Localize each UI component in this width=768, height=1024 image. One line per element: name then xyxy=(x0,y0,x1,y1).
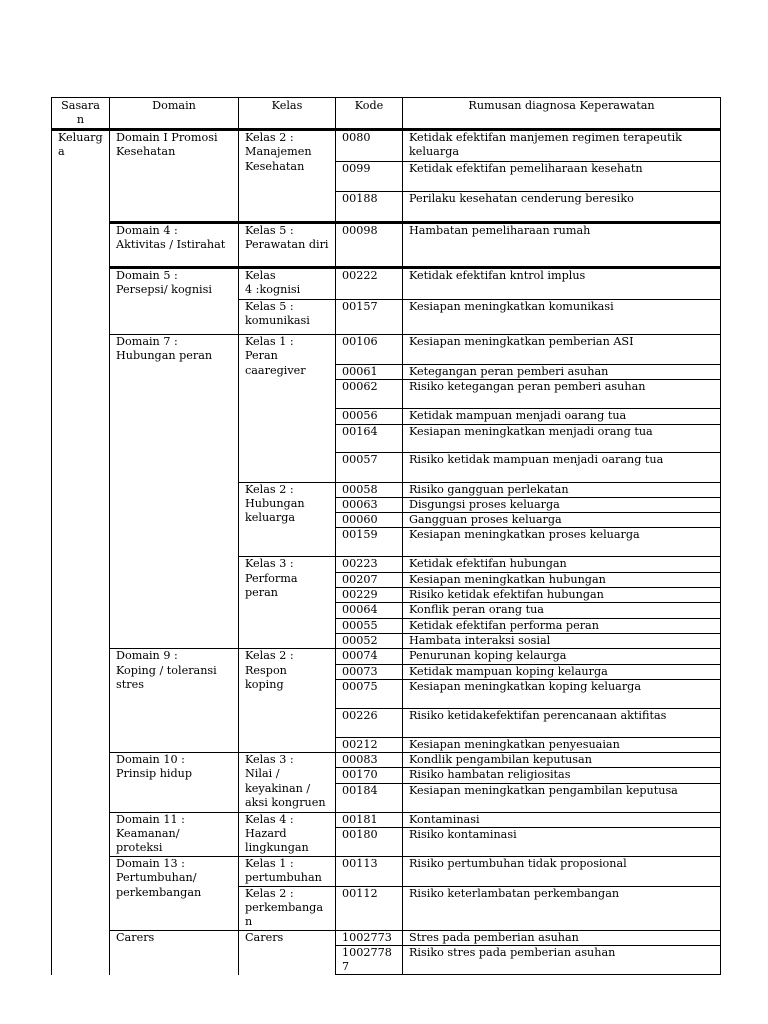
kode-cell: 00074 xyxy=(336,649,403,664)
kode-cell: 00062 xyxy=(336,380,403,409)
diagnosa-cell: Ketidak mampuan koping kelaurga xyxy=(403,664,721,679)
kode-cell: 00063 xyxy=(336,497,403,512)
kelas-cell: Kelas 4 : Hazard lingkungan xyxy=(239,812,336,856)
table-row xyxy=(52,268,721,300)
kode-cell: 00064 xyxy=(336,603,403,618)
kelas-cell: Kelas 5 : komunikasi xyxy=(239,300,336,335)
kode-cell: 1002773 xyxy=(336,930,403,945)
diagnosa-cell: Hambatan pemeliharaan rumah xyxy=(403,223,721,268)
kelas-cell: Kelas 2 : Manajemen Kesehatan xyxy=(239,130,336,223)
kode-cell: 10027787 xyxy=(336,945,403,975)
kode-cell: 00170 xyxy=(336,768,403,783)
table-row xyxy=(52,335,721,365)
diagnosa-cell: Risiko ketidakefektifan perencanaan aktifitas xyxy=(403,708,721,737)
kode-cell: 00229 xyxy=(336,588,403,603)
kode-cell: 0099 xyxy=(336,162,403,192)
diagnosa-cell: Kesiapan meningkatkan proses keluarga xyxy=(403,528,721,557)
diagnosa-cell: Ketidak efektifan kntrol implus xyxy=(403,268,721,300)
kode-cell: 00226 xyxy=(336,708,403,737)
table-row xyxy=(52,649,721,664)
diagnosa-cell: Ketidak efektifan performa peran xyxy=(403,618,721,633)
kelas-cell: Kelas 5 : Perawatan diri xyxy=(239,223,336,268)
kode-cell: 00207 xyxy=(336,572,403,587)
diagnosa-cell: Gangguan proses keluarga xyxy=(403,513,721,528)
kode-cell: 00098 xyxy=(336,223,403,268)
diagnosa-cell: Kesiapan meningkatkan pemberian ASI xyxy=(403,335,721,365)
kelas-cell: Kelas 2 : Hubungan keluarga xyxy=(239,482,336,557)
diagnosa-cell: Risiko gangguan perlekatan xyxy=(403,482,721,497)
diagnosa-cell: Ketidak efektifan hubungan xyxy=(403,557,721,572)
kode-cell: 00222 xyxy=(336,268,403,300)
kelas-cell: Kelas 2 : perkembangan xyxy=(239,886,336,930)
kode-cell: 00212 xyxy=(336,737,403,752)
kode-cell: 00181 xyxy=(336,812,403,827)
kelas-cell: Kelas 2 : Respon koping xyxy=(239,649,336,753)
diagnosa-cell: Kesiapan meningkatkan koping keluarga xyxy=(403,679,721,708)
domain-cell: Domain 7 : Hubungan peran xyxy=(110,335,239,649)
kode-cell: 00113 xyxy=(336,857,403,887)
diagnosa-cell: Penurunan koping kelaurga xyxy=(403,649,721,664)
kode-cell: 00188 xyxy=(336,192,403,223)
kode-cell: 00052 xyxy=(336,633,403,648)
kode-cell: 00180 xyxy=(336,828,403,857)
header-kelas: Kelas xyxy=(239,98,336,130)
kode-cell: 00060 xyxy=(336,513,403,528)
domain-cell: Domain 10 : Prinsip hidup xyxy=(110,753,239,813)
kode-cell: 00075 xyxy=(336,679,403,708)
table-row xyxy=(52,930,721,945)
diagnosa-cell: Kondlik pengambilan keputusan xyxy=(403,753,721,768)
diagnosa-cell: Stres pada pemberian asuhan xyxy=(403,930,721,945)
diagnosa-cell: Risiko ketegangan peran pemberi asuhan xyxy=(403,380,721,409)
diagnosa-cell: Kontaminasi xyxy=(403,812,721,827)
diagnosis-table xyxy=(51,97,721,975)
domain-cell: Carers xyxy=(110,930,239,975)
diagnosa-cell: Risiko stres pada pemberian asuhan xyxy=(403,945,721,975)
domain-cell: Domain 11 : Keamanan/ proteksi xyxy=(110,812,239,856)
header-sasaran: Sasaran xyxy=(52,98,110,130)
table-row xyxy=(52,812,721,827)
diagnosa-cell: Perilaku kesehatan cenderung beresiko xyxy=(403,192,721,223)
diagnosa-cell: Risiko pertumbuhan tidak proposional xyxy=(403,857,721,887)
kode-cell: 0080 xyxy=(336,130,403,162)
kode-cell: 00057 xyxy=(336,452,403,482)
sasaran-keluarga: Keluarga xyxy=(52,130,110,975)
table-row xyxy=(52,223,721,268)
diagnosa-cell: Ketidak mampuan menjadi oarang tua xyxy=(403,409,721,424)
kode-cell: 00157 xyxy=(336,300,403,335)
kode-cell: 00056 xyxy=(336,409,403,424)
kelas-cell: Carers xyxy=(239,930,336,975)
diagnosa-cell: Kesiapan meningkatkan komunikasi xyxy=(403,300,721,335)
diagnosa-cell: Risiko kontaminasi xyxy=(403,828,721,857)
diagnosa-cell: Ketegangan peran pemberi asuhan xyxy=(403,365,721,380)
header-domain: Domain xyxy=(110,98,239,130)
diagnosa-cell: Kesiapan meningkatkan menjadi orang tua xyxy=(403,424,721,452)
diagnosa-cell: Disgungsi proses keluarga xyxy=(403,497,721,512)
kode-cell: 00058 xyxy=(336,482,403,497)
kelas-cell: Kelas 1 : Peran caaregiver xyxy=(239,335,336,483)
table-row xyxy=(52,130,721,162)
diagnosa-cell: Risiko ketidak efektifan hubungan xyxy=(403,588,721,603)
diagnosa-cell: Risiko keterlambatan perkembangan xyxy=(403,886,721,930)
kode-cell: 00184 xyxy=(336,783,403,812)
kode-cell: 00112 xyxy=(336,886,403,930)
table-row xyxy=(52,857,721,887)
kode-cell: 00164 xyxy=(336,424,403,452)
diagnosa-cell: Kesiapan meningkatkan hubungan xyxy=(403,572,721,587)
kelas-cell: Kelas 1 : pertumbuhan xyxy=(239,857,336,887)
kode-cell: 00083 xyxy=(336,753,403,768)
kode-cell: 00223 xyxy=(336,557,403,572)
domain-cell: Domain 5 : Persepsi/ kognisi xyxy=(110,268,239,335)
diagnosa-cell: Konflik peran orang tua xyxy=(403,603,721,618)
kelas-cell: Kelas 4 :kognisi xyxy=(239,268,336,300)
domain-cell: Domain 13 : Pertumbuhan/ perkembangan xyxy=(110,857,239,930)
diagnosa-cell: Risiko ketidak mampuan menjadi oarang tua xyxy=(403,452,721,482)
diagnosa-cell: Hambata interaksi sosial xyxy=(403,633,721,648)
table-header-row xyxy=(52,98,721,130)
kode-cell: 00106 xyxy=(336,335,403,365)
diagnosa-cell: Risiko hambatan religiositas xyxy=(403,768,721,783)
header-rumusan: Rumusan diagnosa Keperawatan xyxy=(403,98,721,130)
diagnosa-cell: Kesiapan meningkatkan penyesuaian xyxy=(403,737,721,752)
header-kode: Kode xyxy=(336,98,403,130)
diagnosa-cell: Ketidak efektifan manjemen regimen terapeutik keluarga xyxy=(403,130,721,162)
domain-cell: Domain I Promosi Kesehatan xyxy=(110,130,239,223)
diagnosa-cell: Kesiapan meningkatkan pengambilan keputusa xyxy=(403,783,721,812)
kelas-cell: Kelas 3 : Performa peran xyxy=(239,557,336,649)
diagnosa-cell: Ketidak efektifan pemeliharaan kesehatn xyxy=(403,162,721,192)
kelas-cell: Kelas 3 : Nilai / keyakinan / aksi kongruen xyxy=(239,753,336,813)
kode-cell: 00073 xyxy=(336,664,403,679)
table-row xyxy=(52,753,721,768)
kode-cell: 00061 xyxy=(336,365,403,380)
kode-cell: 00159 xyxy=(336,528,403,557)
domain-cell: Domain 9 : Koping / toleransi stres xyxy=(110,649,239,753)
kode-cell: 00055 xyxy=(336,618,403,633)
domain-cell: Domain 4 : Aktivitas / Istirahat xyxy=(110,223,239,268)
